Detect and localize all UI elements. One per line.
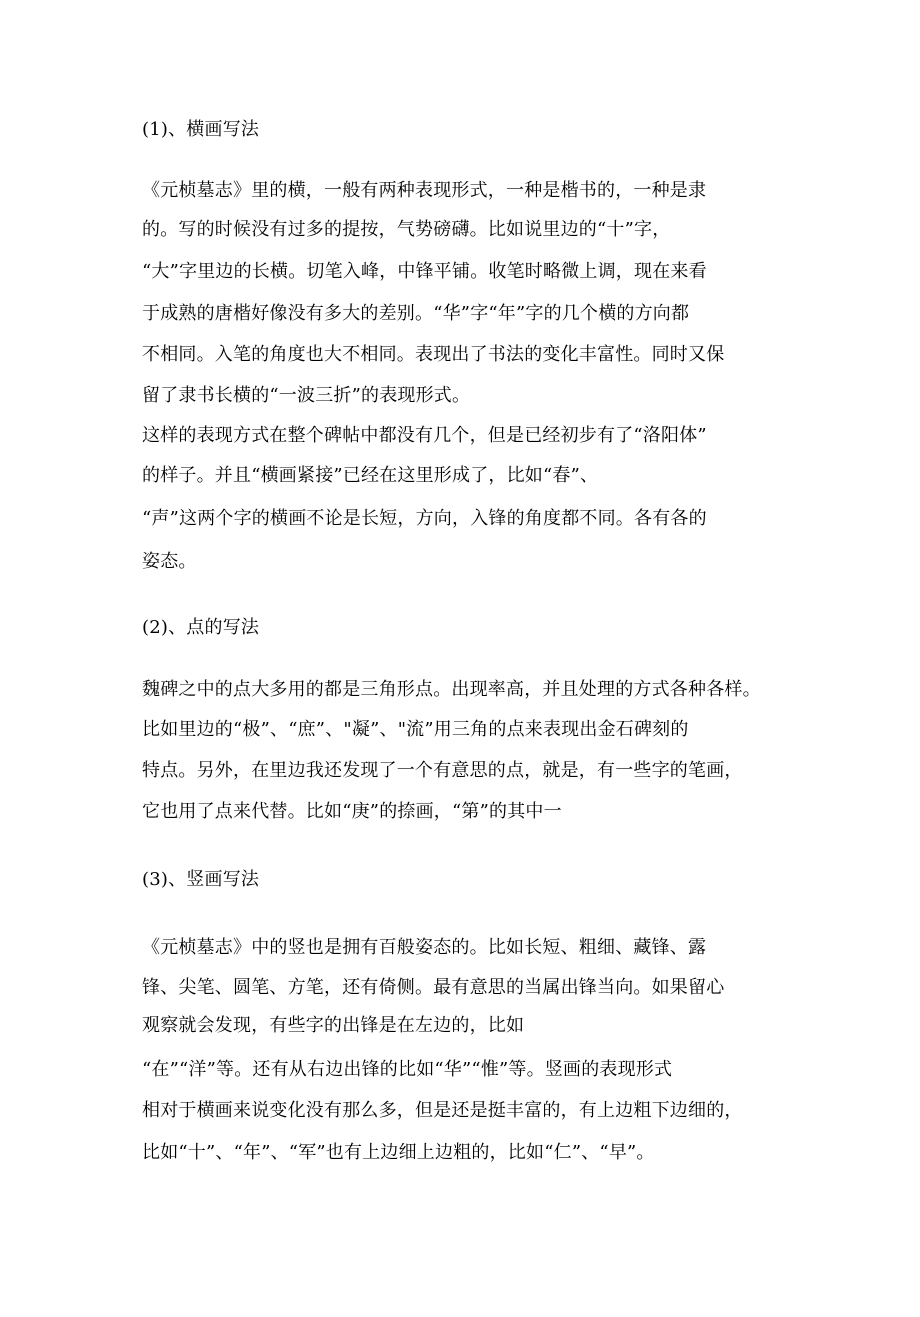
paragraph-line: 的样子。并且“横画紧接”已经在这里形成了，比如“春”、	[142, 465, 599, 486]
paragraph-line: 魏碑之中的点大多用的都是三角形点。出现率高，并且处理的方式各种各样。	[142, 679, 761, 700]
paragraph-line: 《元桢墓志》中的竖也是拥有百般姿态的。比如长短、粗细、藏锋、露	[142, 937, 707, 958]
paragraph-line: 《元桢墓志》里的横，一般有两种表现形式，一种是楷书的，一种是隶	[142, 180, 707, 201]
paragraph-line: 比如“十”、“年”、“军”也有上边细上边粗的，比如“仁”、“早”。	[142, 1142, 655, 1163]
paragraph-line: 不相同。入笔的角度也大不相同。表现出了书法的变化丰富性。同时又保	[142, 344, 725, 365]
paragraph-line: 留了隶书长横的“一波三折”的表现形式。	[142, 385, 471, 406]
paragraph-line: “在”“洋”等。还有从右边出锋的比如“华”“惟”等。竖画的表现形式	[142, 1059, 673, 1080]
paragraph-line: 这样的表现方式在整个碑帖中都没有几个，但是已经初步有了“洛阳体”	[142, 425, 707, 446]
section-heading: (2)、点的写法	[142, 617, 260, 638]
section-heading: (3)、竖画写法	[142, 869, 260, 890]
paragraph-line: 锋、尖笔、圆笔、方笔，还有倚侧。最有意思的当属出锋当向。如果留心	[142, 977, 725, 998]
paragraph-line: 姿态。	[142, 551, 197, 572]
paragraph-line: 比如里边的“极”、“庶”、"凝”、"流”用三角的点来表现出金石碑刻的	[142, 719, 689, 740]
paragraph-line: “大”字里边的长横。切笔入峰，中锋平铺。收笔时略微上调，现在来看	[142, 261, 707, 282]
paragraph-line: 的。写的时候没有过多的提按，气势磅礴。比如说里边的“十”字，	[142, 219, 671, 240]
paragraph-line: 于成熟的唐楷好像没有多大的差别。“华”字“年”字的几个横的方向都	[142, 303, 690, 324]
paragraph-line: 相对于横画来说变化没有那么多，但是还是挺丰富的，有上边粗下边细的，	[142, 1100, 743, 1121]
paragraph-line: 它也用了点来代替。比如“庚”的捺画，“第”的其中一	[142, 801, 562, 822]
paragraph-line: 特点。另外，在里边我还发现了一个有意思的点，就是，有一些字的笔画，	[142, 760, 743, 781]
section-heading: (1)、横画写法	[142, 119, 260, 140]
paragraph-line: “声”这两个字的横画不论是长短，方向，入锋的角度都不同。各有各的	[142, 508, 707, 529]
paragraph-line: 观察就会发现，有些字的出锋是在左边的，比如	[142, 1015, 525, 1036]
